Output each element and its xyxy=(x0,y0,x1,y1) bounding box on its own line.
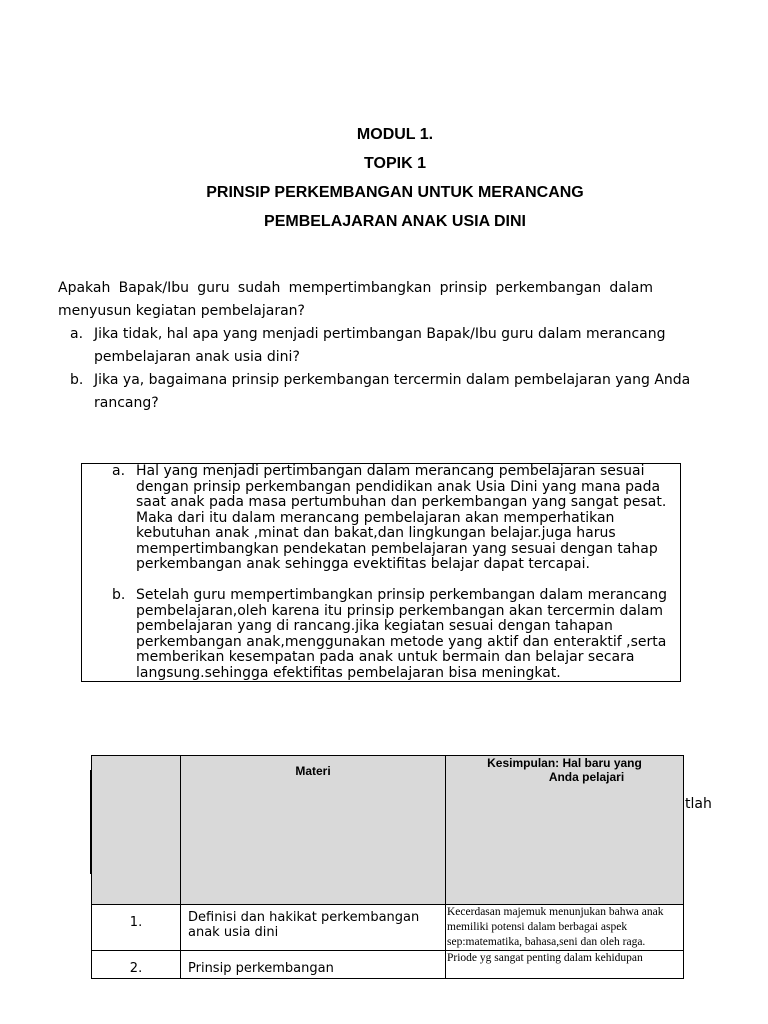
topic-title: TOPIK 1 xyxy=(364,155,426,172)
list-marker: a. xyxy=(70,326,84,342)
overflow-text: tlah xyxy=(685,796,712,812)
answer-item xyxy=(112,587,681,681)
table-row xyxy=(92,951,684,979)
question-text: Jika ya, bagaimana prinsip perkembangan tercermin dalam pembelajaran yang Anda rancang? xyxy=(94,372,691,411)
row-number: 1. xyxy=(92,905,181,951)
header-number-cell xyxy=(92,756,181,905)
table-row xyxy=(92,905,684,951)
answer-box xyxy=(81,463,681,682)
question-text: Jika tidak, hal apa yang menjadi pertimbangan Bapak/Ibu guru dalam merancang pembelajaran anak usia dini? xyxy=(94,326,666,365)
intro-question: Apakah Bapak/Ibu guru sudah mempertimbangkan prinsip perkembangan dalam menyusun kegiatan pembelajaran? xyxy=(58,280,653,319)
header-kesimpulan-line2: Anda pelajari xyxy=(548,770,625,784)
row-kesimpulan: Priode yg sangat penting dalam kehidupan xyxy=(446,951,684,979)
intro-section xyxy=(58,277,691,415)
header-kesimpulan xyxy=(446,756,684,905)
row-materi: Definisi dan hakikat perkembangan anak usia dini xyxy=(181,905,446,951)
header-kesimpulan-line1: Kesimpulan: Hal baru yang xyxy=(487,756,642,770)
row-number: 2. xyxy=(92,951,181,979)
row-kesimpulan: Kecerdasan majemuk menunjukan bahwa anak memiliki potensi dalam berbagai aspek sep:matematika, bahasa,seni dan oleh raga. xyxy=(446,905,684,951)
heading-line-2: PEMBELAJARAN ANAK USIA DINI xyxy=(264,213,526,230)
list-marker: a. xyxy=(112,463,126,479)
answer-text: Hal yang menjadi pertimbangan dalam merancang pembelajaran sesuai dengan prinsip perkembangan pendidikan anak Usia Dini yang mana pada saat anak pada masa pertumbuhan dan perkembangan yang sangat pesat. Maka dari itu dalam merancang pembelajaran akan memperhatikan kebutuhan anak ,minat dan bakat,dan lingkungan belajar.juga harus mempertimbangkan pendekatan pembelajaran yang sesuai dengan tahap perkembangan anak sehingga evektifitas belajar dapat tercapai. xyxy=(136,463,667,572)
list-marker: b. xyxy=(70,372,84,388)
header-materi: Materi xyxy=(181,756,446,905)
materi-table xyxy=(91,755,684,979)
heading-line-1: PRINSIP PERKEMBANGAN UNTUK MERANCANG xyxy=(206,184,584,201)
question-item xyxy=(58,369,704,415)
question-item xyxy=(58,323,704,369)
row-materi: Prinsip perkembangan xyxy=(181,951,446,979)
module-title: MODUL 1. xyxy=(356,126,434,143)
question-list xyxy=(58,323,691,415)
answer-text: Setelah guru mempertimbangkan prinsip perkembangan dalam merancang pembelajaran,oleh karena itu prinsip perkembangan akan tercermin dalam pembelajaran yang di rancang.jika kegiatan sesuai dengan tahapan perkembangan anak,menggunakan metode yang aktif dan enteraktif ,serta memberikan kesempatan pada anak untuk bermain dan belajar secara langsung.sehingga efektifitas pembelajaran bisa meningkat. xyxy=(136,587,668,681)
list-marker: b. xyxy=(112,587,126,603)
answer-item xyxy=(112,463,681,573)
table-header-row xyxy=(92,756,684,905)
